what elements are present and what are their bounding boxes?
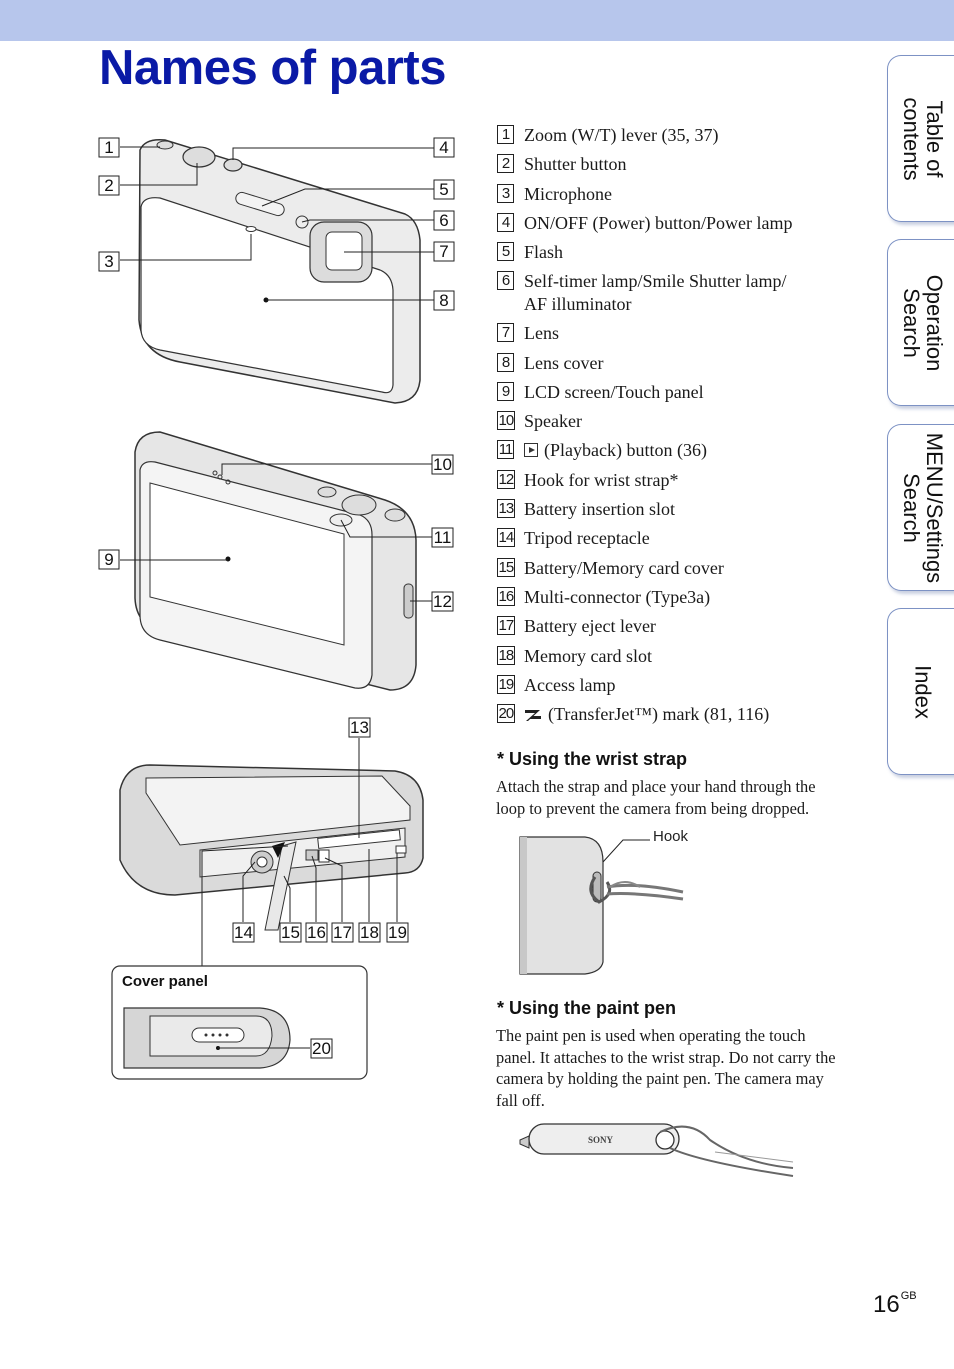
part-number-badge: 20	[498, 705, 514, 723]
hook-label: Hook	[653, 828, 689, 845]
parts-list-item	[497, 153, 877, 176]
svg-text:13: 13	[350, 718, 369, 737]
part-label: Speaker	[524, 411, 582, 432]
callout-8	[434, 291, 454, 310]
svg-text:15: 15	[281, 923, 300, 942]
part-label: Shutter button	[524, 154, 627, 175]
tab-label: Operation Search	[899, 274, 947, 371]
part-number-badge: 2	[497, 154, 514, 173]
svg-text:17: 17	[333, 923, 352, 942]
svg-text:9: 9	[104, 550, 114, 569]
part-number-badge: 3	[497, 184, 514, 203]
callout-18	[359, 923, 380, 942]
tab-index[interactable]	[887, 608, 954, 775]
part-label: Lens cover	[524, 352, 604, 373]
svg-text:6: 6	[439, 211, 449, 230]
part-label: Tripod receptacle	[524, 528, 650, 549]
page-number: $16^{GB}$	[873, 1290, 917, 1318]
callout-3	[99, 252, 119, 271]
part-number-badge: 9	[497, 382, 514, 401]
part-number-badge: 8	[497, 353, 514, 372]
callout-12	[432, 592, 453, 611]
callout-11	[432, 528, 453, 547]
part-number-badge: 4	[497, 213, 514, 232]
parts-list-item	[497, 498, 877, 521]
part-number-badge: 5	[497, 242, 514, 261]
part-label: Battery/Memory card cover	[524, 557, 724, 578]
tab-label: MENU/Settings Search	[899, 432, 947, 583]
svg-text:12: 12	[433, 592, 452, 611]
parts-list-item	[497, 615, 877, 638]
camera-bottom-view	[120, 765, 423, 930]
transferjet-icon	[524, 708, 542, 722]
tab-label: Table of contents	[899, 96, 947, 181]
parts-list-item	[497, 410, 877, 433]
part-label: Memory card slot	[524, 645, 652, 666]
paint-pen-heading: * Using the paint pen	[497, 998, 677, 1018]
svg-text:20: 20	[312, 1039, 331, 1058]
part-number-badge: 18	[498, 646, 514, 664]
paint-pen-text: The paint pen is used when operating the touch panel. It attaches to the wrist strap. Do not carry the camera by holding the paint pen. The camera may fall off.	[496, 1026, 836, 1110]
parts-list-item	[497, 645, 877, 668]
parts-list-item	[497, 527, 877, 550]
svg-text:7: 7	[439, 242, 449, 261]
paint-pen-illustration	[515, 1118, 800, 1184]
parts-list-item	[497, 674, 877, 697]
playback-icon	[524, 443, 538, 457]
svg-text:1: 1	[104, 138, 114, 157]
callout-2	[99, 176, 119, 195]
svg-text:14: 14	[234, 923, 253, 942]
part-label: Battery insertion slot	[524, 499, 675, 520]
svg-text:16: 16	[307, 923, 326, 942]
callout-4	[434, 138, 454, 157]
part-number-badge: 13	[498, 500, 514, 518]
part-number-badge: 17	[498, 617, 514, 635]
part-label: Battery eject lever	[524, 616, 656, 637]
part-number-badge: 14	[498, 529, 514, 547]
part-label: (Playback) button (36)	[544, 440, 707, 461]
parts-list-item	[497, 124, 877, 147]
parts-list-item	[497, 352, 877, 375]
callout-17	[332, 923, 353, 942]
part-label: Microphone	[524, 183, 612, 204]
parts-list-item	[497, 241, 877, 264]
part-number-badge: 19	[498, 675, 514, 693]
svg-text:3: 3	[104, 252, 114, 271]
camera-back-view	[135, 432, 416, 690]
parts-list	[497, 124, 877, 732]
part-label: LCD screen/Touch panel	[524, 381, 704, 402]
callout-13	[349, 718, 370, 737]
part-label: Lens	[524, 323, 559, 344]
parts-list-item	[497, 469, 877, 492]
svg-text:5: 5	[439, 180, 449, 199]
svg-text:8: 8	[439, 291, 449, 310]
page-title: Names of parts	[99, 41, 447, 95]
callout-20	[311, 1039, 332, 1058]
tab-operation-search[interactable]	[887, 239, 954, 406]
wrist-strap-text: Attach the strap and place your hand through the loop to prevent the camera from being dropped.	[496, 777, 816, 818]
camera-front-view	[139, 140, 420, 403]
svg-text:4: 4	[439, 138, 449, 157]
tab-menu-settings-search[interactable]	[887, 424, 954, 591]
callout-6	[434, 211, 454, 230]
parts-list-item	[497, 557, 877, 580]
callout-7	[434, 242, 454, 261]
callout-1	[99, 138, 119, 157]
part-number-badge: 15	[498, 558, 514, 576]
callout-9	[99, 550, 119, 569]
part-label: Zoom (W/T) lever (35, 37)	[524, 125, 719, 145]
part-label: Multi-connector (Type3a)	[524, 586, 711, 607]
part-label: ON/OFF (Power) button/Power lamp	[524, 212, 793, 233]
svg-text:18: 18	[360, 923, 379, 942]
parts-list-item	[497, 183, 877, 206]
part-label: Hook for wrist strap*	[524, 469, 679, 490]
part-number-badge: 6	[497, 271, 514, 290]
tab-label: Index	[910, 664, 936, 719]
part-number-badge: 10	[498, 412, 514, 430]
part-number-badge: 12	[498, 470, 514, 488]
svg-text:11: 11	[433, 528, 452, 547]
callout-15	[280, 923, 301, 942]
callout-16	[306, 923, 327, 942]
callout-5	[434, 180, 454, 199]
cover-panel-label: Cover panel	[122, 973, 208, 990]
camera-parts-illustration	[0, 0, 480, 1100]
part-number-badge: 11	[498, 441, 513, 459]
cover-panel-illustration	[124, 1008, 310, 1068]
part-number-badge: 7	[497, 323, 514, 342]
part-label: Self-timer lamp/Smile Shutter lamp/ AF illuminator	[524, 271, 787, 314]
parts-list-item	[497, 439, 877, 462]
sony-logo: SONY	[588, 1135, 614, 1145]
parts-list-item	[497, 381, 877, 404]
parts-list-item	[497, 322, 877, 345]
part-number-badge: 1	[497, 125, 514, 144]
parts-list-item	[497, 270, 877, 315]
tab-table-of-contents[interactable]	[887, 55, 954, 222]
parts-list-item	[497, 703, 877, 726]
parts-list-item	[497, 586, 877, 609]
part-label: Flash	[524, 242, 564, 263]
callout-14	[233, 923, 254, 942]
svg-text:19: 19	[388, 923, 407, 942]
callout-19	[387, 923, 408, 942]
svg-text:10: 10	[433, 455, 452, 474]
part-label: (TransferJet™) mark (81, 116)	[548, 704, 770, 725]
wrist-strap-illustration	[515, 832, 695, 977]
callout-10	[432, 455, 453, 474]
wrist-strap-heading: * Using the wrist strap	[497, 749, 688, 769]
parts-list-item	[497, 212, 877, 235]
part-number-badge: 16	[498, 587, 514, 605]
part-label: Access lamp	[524, 674, 616, 695]
svg-text:2: 2	[104, 176, 114, 195]
